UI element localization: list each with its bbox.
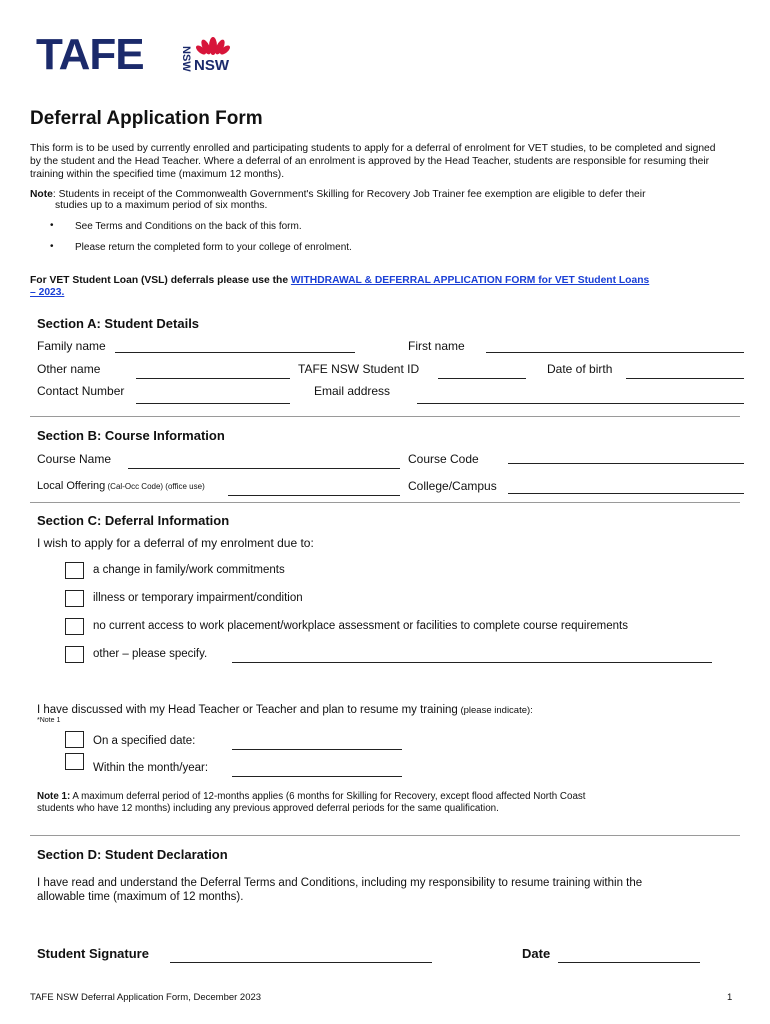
- family-name-label: Family name: [37, 339, 106, 353]
- date-label: Date: [522, 946, 551, 961]
- option-label: illness or temporary impairment/condition: [93, 592, 303, 604]
- note-label: Note: [30, 189, 53, 200]
- signature-label: Student Signature: [37, 946, 149, 961]
- resume-option-label: Within the month/year:: [93, 762, 209, 774]
- resume-option-label: On a specified date:: [93, 735, 196, 747]
- note1-text-2: students who have 12 months) including any previous approved deferral periods for the same qualification.: [37, 803, 499, 814]
- vsl-text: For VET Student Loan (VSL) deferrals please use the: [30, 275, 291, 286]
- other-name-field[interactable]: [136, 378, 290, 379]
- student-id-label: TAFE NSW Student ID: [298, 362, 420, 376]
- option-label: no current access to work placement/workplace assessment or facilities to complete course requirements: [93, 620, 628, 632]
- first-name-field[interactable]: [486, 352, 744, 353]
- footer-text: TAFE NSW Deferral Application Form, December 2023: [30, 992, 262, 1003]
- page-title: Deferral Application Form: [30, 108, 263, 129]
- local-offering-text: Local Offering: [37, 480, 106, 492]
- intro-text: This form is to be used by currently enrolled and participating students to apply for a deferral of enrolment for VET studies, to be completed and signed by the student and the Head Teacher. Where a deferral of an enrolment is approved by the Head Teacher, students are responsible for resuming their training within the specified time (maximum 12 months).: [30, 143, 716, 180]
- section-a-title: Section A: Student Details: [37, 316, 200, 331]
- discussed-note: (please indicate):: [457, 705, 533, 716]
- email-field[interactable]: [417, 403, 744, 404]
- email-label: Email address: [314, 384, 391, 398]
- option-no-access-checkbox[interactable]: [65, 618, 84, 635]
- logo-text: TAFE: [36, 30, 144, 79]
- month-year-checkbox[interactable]: [65, 753, 84, 770]
- course-name-label: Course Name: [37, 452, 112, 466]
- contact-label: Contact Number: [37, 384, 125, 398]
- course-code-label: Course Code: [408, 452, 479, 466]
- month-year-field[interactable]: [232, 776, 402, 777]
- bullet-item: Please return the completed form to your college of enrolment.: [75, 242, 352, 253]
- note1-reference: *Note 1: [37, 717, 61, 724]
- logo-vertical-text: NSW: [180, 46, 192, 72]
- declaration-text-2: allowable time (maximum of 12 months).: [37, 891, 244, 903]
- date-field[interactable]: [558, 962, 700, 963]
- note1-text: A maximum deferral period of 12-months applies (6 months for Skilling for Recovery, except flood affected North Coast: [70, 791, 586, 802]
- dob-label: Date of birth: [547, 362, 613, 376]
- signature-field[interactable]: [170, 962, 432, 963]
- local-offering-note: (Cal-Occ Code) (office use): [105, 482, 205, 491]
- bullet-dot: •: [50, 241, 54, 252]
- dob-field[interactable]: [626, 378, 744, 379]
- option-illness-checkbox[interactable]: [65, 590, 84, 607]
- section-d-title: Section D: Student Declaration: [37, 847, 228, 862]
- local-offering-field[interactable]: [228, 495, 400, 496]
- divider: [30, 502, 740, 503]
- contact-field[interactable]: [136, 403, 290, 404]
- note-text: : Students in receipt of the Commonwealth Government's Skilling for Recovery Job Trainer fee exemption are eligible to defer their: [52, 189, 646, 200]
- vsl-form-link-2[interactable]: – 2023.: [30, 287, 65, 298]
- option-label: a change in family/work commitments: [93, 564, 285, 576]
- tafe-nsw-logo: [36, 30, 236, 79]
- specified-date-field[interactable]: [232, 749, 402, 750]
- note-text-2: studies up to a maximum period of six months.: [55, 200, 268, 211]
- section-c-intro: I wish to apply for a deferral of my enrolment due to:: [37, 536, 314, 550]
- course-name-field[interactable]: [128, 468, 400, 469]
- course-code-field[interactable]: [508, 463, 744, 464]
- declaration-text-1: I have read and understand the Deferral Terms and Conditions, including my responsibility to resume training within the: [37, 877, 643, 889]
- discussed-main: I have discussed with my Head Teacher or Teacher and plan to resume my training: [37, 704, 458, 716]
- first-name-label: First name: [408, 339, 465, 353]
- logo-nsw-text: NSW: [194, 57, 229, 74]
- section-c-title: Section C: Deferral Information: [37, 513, 230, 528]
- divider: [30, 416, 740, 417]
- specified-date-checkbox[interactable]: [65, 731, 84, 748]
- option-label: other – please specify.: [93, 648, 208, 660]
- other-specify-field[interactable]: [232, 662, 712, 663]
- note1-paragraph: [37, 790, 747, 803]
- vsl-paragraph: [30, 274, 750, 287]
- student-id-field[interactable]: [438, 378, 526, 379]
- option-family-work-checkbox[interactable]: [65, 562, 84, 579]
- local-offering-label: [37, 480, 205, 492]
- other-name-label: Other name: [37, 362, 101, 376]
- waratah-icon: [196, 34, 230, 58]
- college-label: College/Campus: [408, 479, 497, 493]
- vsl-form-link[interactable]: WITHDRAWAL & DEFERRAL APPLICATION FORM for VET Student Loans: [290, 275, 650, 286]
- college-field[interactable]: [508, 493, 744, 494]
- bullet-dot: •: [50, 220, 54, 231]
- option-other-checkbox[interactable]: [65, 646, 84, 663]
- family-name-field[interactable]: [115, 352, 355, 353]
- note1-label: Note 1:: [37, 791, 71, 802]
- divider: [30, 835, 740, 836]
- bullet-item: See Terms and Conditions on the back of this form.: [75, 221, 302, 232]
- discussed-text: [37, 704, 533, 716]
- section-b-title: Section B: Course Information: [37, 428, 225, 443]
- page-number: 1: [727, 992, 733, 1003]
